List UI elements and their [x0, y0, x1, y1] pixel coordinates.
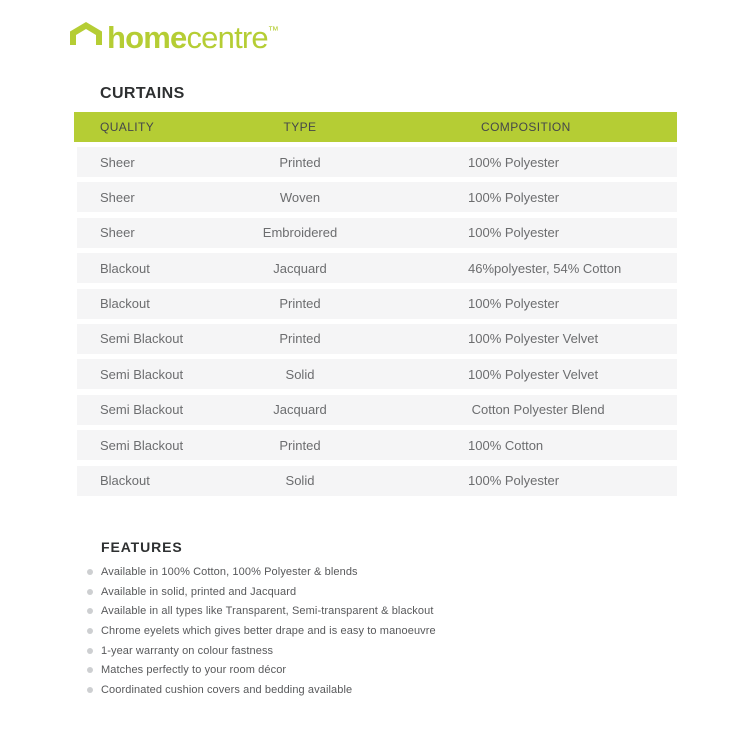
feature-text: Coordinated cushion covers and bedding available [101, 683, 353, 696]
cell-composition: 100% Polyester [468, 189, 560, 205]
column-header-type: TYPE [283, 120, 317, 134]
cell-type: Printed [279, 296, 321, 312]
brand-name-light: centre [186, 20, 268, 55]
bullet-icon [87, 589, 93, 595]
cell-type: Solid [285, 366, 315, 382]
cell-type: Printed [279, 154, 321, 170]
cell-quality: Semi Blackout [100, 402, 184, 418]
cell-type: Jacquard [273, 260, 327, 276]
cell-composition: 100% Polyester [468, 225, 560, 241]
table-header-row [74, 112, 677, 142]
bullet-icon [87, 608, 93, 614]
table-row [77, 253, 677, 283]
cell-quality: Blackout [100, 296, 150, 312]
table-row [77, 359, 677, 389]
cell-type: Printed [279, 331, 321, 347]
cell-quality: Sheer [100, 189, 135, 205]
cell-quality: Semi Blackout [100, 437, 184, 453]
table-row [77, 324, 677, 354]
cell-quality: Semi Blackout [100, 331, 184, 347]
cell-type: Printed [279, 437, 321, 453]
features-title: FEATURES [101, 539, 183, 555]
cell-quality: Semi Blackout [100, 366, 184, 382]
cell-composition: Cotton Polyester Blend [468, 402, 605, 418]
cell-quality: Sheer [100, 154, 135, 170]
cell-type: Embroidered [262, 225, 338, 241]
feature-item [87, 680, 436, 700]
feature-text: Chrome eyelets which gives better drape and is easy to manoeuvre [101, 624, 436, 637]
table-row [77, 182, 677, 212]
bullet-icon [87, 648, 93, 654]
feature-text: Available in all types like Transparent, Semi-transparent & blackout [101, 605, 434, 618]
feature-item [87, 582, 436, 602]
table-row [77, 430, 677, 460]
cell-type: Jacquard [273, 402, 327, 418]
cell-composition: 100% Polyester [468, 473, 560, 489]
bullet-icon [87, 628, 93, 634]
cell-composition: 100% Polyester Velvet [468, 331, 599, 347]
table-row [77, 289, 677, 319]
table-row [77, 218, 677, 248]
bullet-icon [87, 687, 93, 693]
feature-text: Matches perfectly to your room décor [101, 664, 287, 677]
brand-name [107, 14, 279, 55]
feature-text: Available in 100% Cotton, 100% Polyester & blends [101, 565, 358, 578]
feature-item [87, 621, 436, 641]
cell-quality: Blackout [100, 473, 150, 489]
feature-item [87, 641, 436, 661]
table-row [77, 466, 677, 496]
cell-composition: 100% Polyester Velvet [468, 366, 599, 382]
feature-text: Available in solid, printed and Jacquard [101, 585, 297, 598]
cell-composition: 100% Polyester [468, 154, 560, 170]
bullet-icon [87, 667, 93, 673]
feature-item [87, 601, 436, 621]
bullet-icon [87, 569, 93, 575]
cell-type: Woven [279, 189, 321, 205]
feature-text: 1-year warranty on colour fastness [101, 644, 274, 657]
section-title: CURTAINS [100, 85, 185, 102]
cell-quality: Blackout [100, 260, 150, 276]
feature-item [87, 660, 436, 680]
table-row [77, 395, 677, 425]
cell-quality: Sheer [100, 225, 135, 241]
house-icon [70, 22, 102, 45]
table-row [77, 147, 677, 177]
cell-type: Solid [285, 473, 315, 489]
feature-item [87, 562, 436, 582]
trademark-symbol: ™ [267, 25, 279, 37]
features-list [87, 562, 436, 700]
cell-composition: 46%polyester, 54% Cotton [468, 260, 622, 276]
brand-name-bold: home [107, 20, 187, 55]
cell-composition: 100% Polyester [468, 296, 560, 312]
column-header-composition: COMPOSITION [481, 120, 571, 134]
curtains-table [77, 147, 677, 501]
column-header-quality: QUALITY [100, 120, 155, 134]
cell-composition: 100% Cotton [468, 437, 544, 453]
